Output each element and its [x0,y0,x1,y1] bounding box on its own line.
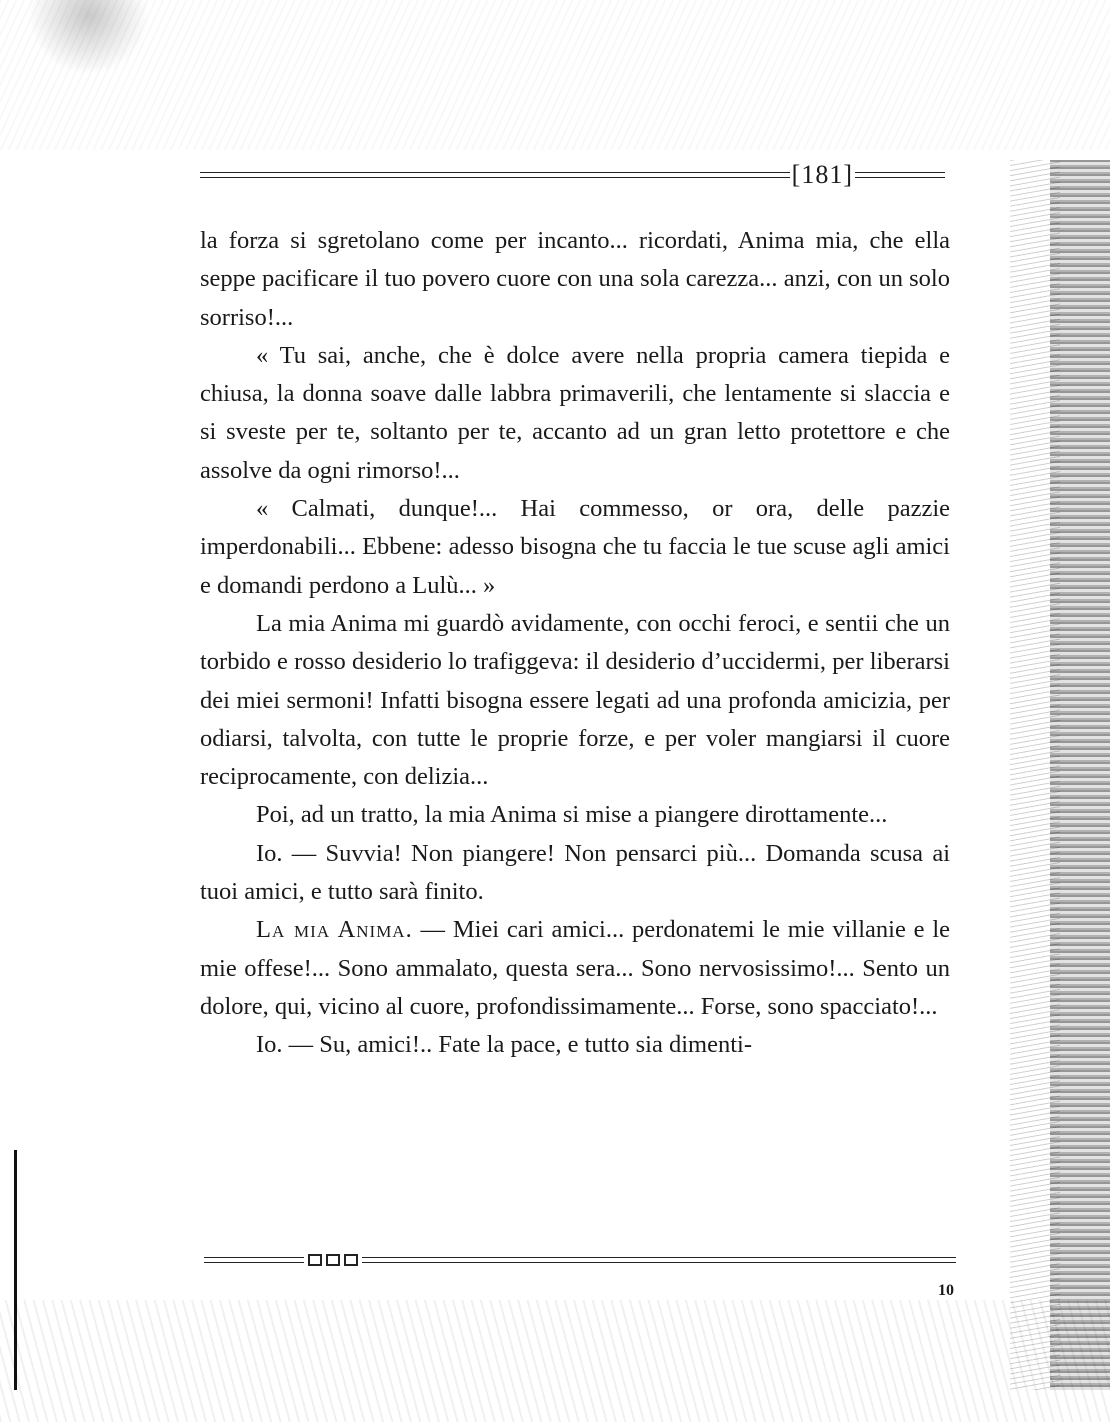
paragraph: la forza si sgretolano come per incanto... ricordati, Anima mia, che ella seppe pacificare il tuo povero cuore con una sola carezza... anzi, con un solo sorriso!... [200,227,950,331]
paragraph: « Tu sai, anche, che è dolce avere nella propria camera tiepida e chiusa, la donna soave dalle labbra primaverili, che lentamente si slaccia e si sveste per te, soltanto per te, accanto ad un gran letto protettore e che assolve da ogni rimorso!... [200,341,950,484]
speaker-label: La mia Anima. [256,916,413,944]
ornament-box-icon [344,1254,358,1266]
paragraph: Poi, ad un tratto, la mia Anima si mise a piangere dirottamente... [256,801,888,829]
running-header [200,160,945,190]
page-edge-shadow [1010,160,1060,1390]
paragraph: Io. — Su, amici!.. Fate la pace, e tutto sia dimenti- [256,1031,752,1059]
header-rule-left [200,172,790,178]
page-number: [181] [791,160,853,189]
speaker-text: — Miei cari amici... perdonatemi le mie villanie e le mie offese!... Sono ammalato, questa sera... Sono nervosissimo!... Sento un dolore, qui, vicino al cuore, profondissimamente... Forse, sono spacciato!... [200,916,951,1020]
footer-rule-left [204,1257,304,1263]
paragraph [200,911,950,1026]
ornament-boxes-icon [304,1254,362,1266]
ornament-box-icon [326,1254,340,1266]
paragraph: La mia Anima mi guardò avidamente, con occhi feroci, e sentii che un torbido e rosso desiderio lo trafiggeva: il desiderio d’uccidermi, per liberarsi dei miei sermoni! Infatti bisogna essere legati ad una profonda amicizia, per odiarsi, talvolta, con tutte le proprie forze, e per voler mangiarsi il cuore reciprocamente, con delizia... [200,609,950,791]
signature-mark: 10 [938,1282,954,1299]
ornament-box-icon [308,1254,322,1266]
body-text [200,222,950,1065]
header-rule-right [855,172,945,178]
page-stain-bottom [0,1300,1110,1422]
page-stain-top [0,0,1110,150]
footer-rule-right [362,1257,956,1263]
paragraph: « Calmati, dunque!... Hai commesso, or ora, delle pazzie imperdonabili... Ebbene: adesso bisogna che tu faccia le tue scuse agli amici e domandi perdono a Lulù... » [200,495,950,599]
paragraph: Io. — Suvvia! Non piangere! Non pensarci più... Domanda scusa ai tuoi amici, e tutto sarà finito. [200,839,950,906]
footer-ornament-rule [204,1250,956,1270]
